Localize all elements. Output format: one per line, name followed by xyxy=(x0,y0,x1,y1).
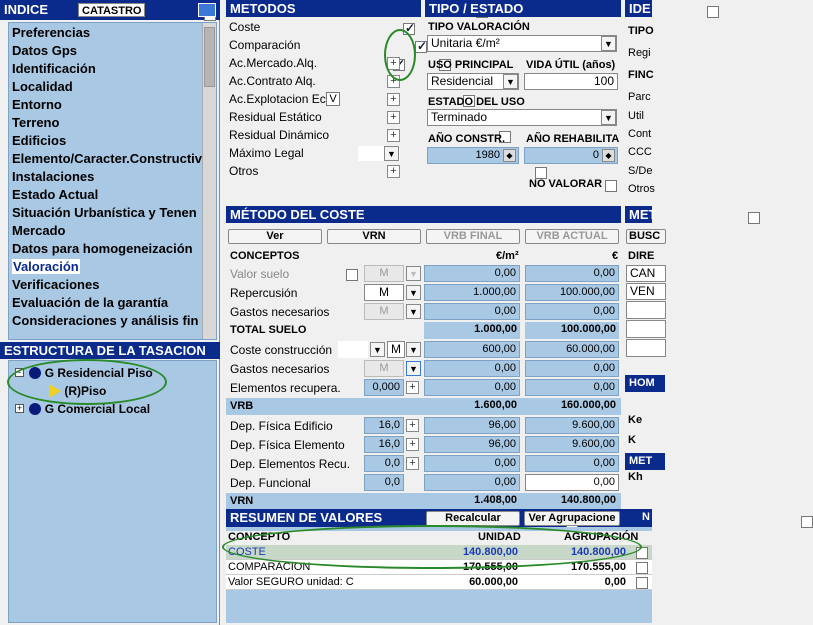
plus-icon[interactable]: + xyxy=(406,381,419,394)
chevron-down-icon[interactable]: ▼ xyxy=(370,342,385,357)
no-label: N xyxy=(642,511,650,523)
ver-button[interactable]: Ver xyxy=(228,229,322,244)
valor-eur[interactable]: 0,00 xyxy=(525,379,619,396)
resumen-unidad: 140.800,00 xyxy=(462,546,518,558)
col-eur: € xyxy=(612,250,619,262)
node-dot-icon xyxy=(29,403,41,415)
estructura-header: ESTRUCTURA DE LA TASACION xyxy=(0,342,220,359)
metodo-label: Ac.Mercado.Alq. xyxy=(229,56,318,70)
estructura-tree xyxy=(8,360,217,623)
valor-eur-m2[interactable]: 0,00 xyxy=(424,455,520,472)
busq-button[interactable]: BUSC xyxy=(626,229,666,244)
tipo-header xyxy=(425,0,621,17)
indice-item[interactable]: Mercado xyxy=(12,223,66,238)
ident-line: Cont xyxy=(628,128,652,140)
keyboard-icon[interactable] xyxy=(198,3,216,17)
resumen-concepto: COMPARACION xyxy=(228,561,311,573)
dire-label: DIRE xyxy=(628,250,655,262)
coste-header xyxy=(226,206,621,223)
valor-eur[interactable]: 9.600,00 xyxy=(525,436,619,453)
coste-row-label: Gastos necesarios xyxy=(230,305,330,319)
metodo-label: Ac.Explotacion Ec xyxy=(229,92,326,106)
valor-eur[interactable]: 9.600,00 xyxy=(525,417,619,434)
plus-icon[interactable]: + xyxy=(387,165,400,178)
coste-row-label: Dep. Elementos Recu. xyxy=(230,457,351,471)
valor-eur[interactable]: 60.000,00 xyxy=(525,341,619,358)
coste-row-label: VRN xyxy=(230,495,254,507)
indice-item[interactable]: Preferencias xyxy=(12,25,91,40)
valor-eur[interactable]: 0,00 xyxy=(525,303,619,320)
valor-eur: 100.000,00 xyxy=(525,322,619,339)
met2-header: MET xyxy=(625,453,665,470)
uso-principal-label: USO PRINCIPAL xyxy=(428,59,514,71)
valor-eur-m2[interactable]: 0,00 xyxy=(424,265,520,282)
indice-list xyxy=(8,22,217,340)
resumen-row[interactable] xyxy=(226,575,652,590)
resumen-concepto: COSTE xyxy=(228,546,266,558)
indice-item[interactable]: Verificaciones xyxy=(12,277,100,292)
coste-row-label: Gastos necesarios xyxy=(230,362,330,376)
highlight-ellipse xyxy=(222,525,642,569)
ver-agrupacion-button[interactable]: Ver Agrupacione xyxy=(524,511,620,526)
indice-item[interactable]: Terreno xyxy=(12,115,60,130)
plus-icon[interactable]: + xyxy=(406,438,419,451)
plus-icon[interactable]: + xyxy=(406,457,419,470)
col-eur-m2: €/m² xyxy=(496,250,519,262)
blank-cell xyxy=(626,339,666,357)
plus-icon[interactable]: + xyxy=(387,75,400,88)
ident-line: S/De xyxy=(628,165,653,177)
modo-select[interactable]: M xyxy=(364,265,404,282)
tree-node-comercial-label: G Comercial Local xyxy=(44,401,151,416)
valor-eur[interactable]: 0,00 xyxy=(525,455,619,472)
anio-constr-input[interactable]: 1980 xyxy=(427,147,519,164)
valor-eur-m2[interactable]: 96,00 xyxy=(424,417,520,434)
blank-cell xyxy=(626,320,666,338)
coste-row-label: Repercusión xyxy=(230,286,298,300)
chevron-down-icon[interactable]: ▼ xyxy=(503,74,518,89)
coste-row-label: Dep. Física Edificio xyxy=(230,419,333,433)
vida-util-input[interactable]: 100 xyxy=(524,73,618,90)
kh-label: Kh xyxy=(628,471,643,483)
ident-line: Otros xyxy=(628,183,655,195)
resumen-row-checkbox[interactable] xyxy=(636,577,648,589)
indice-item[interactable]: Datos para homogeneización xyxy=(12,241,193,256)
plus-icon[interactable]: + xyxy=(387,57,400,70)
valor-eur-m2[interactable]: 0,00 xyxy=(424,303,520,320)
tipo-valoracion-label: TIPO VALORACIÓN xyxy=(428,21,530,33)
valor-suelo-checkbox[interactable] xyxy=(346,269,358,281)
indice-panel xyxy=(0,0,220,625)
metodo-label: Comparación xyxy=(229,38,301,52)
coste-title: MÉTODO DEL COSTE xyxy=(230,207,365,222)
ident-header: IDE xyxy=(625,0,652,17)
col-concepto: CONCEPTO xyxy=(228,531,291,543)
highlight-ellipse xyxy=(7,359,167,405)
metodos-header xyxy=(226,0,421,17)
porcentaje-input[interactable]: 16,0 xyxy=(364,436,404,453)
metodos-title: METODOS xyxy=(230,1,296,16)
right-col-panel xyxy=(625,223,661,505)
tree-node-piso-label: (R)Piso xyxy=(64,383,107,398)
coste-construccion-input[interactable] xyxy=(338,341,368,358)
metodo-label: Otros xyxy=(229,164,259,178)
vrb-actual-button[interactable]: VRB ACTUAL xyxy=(525,229,619,244)
expand-icon[interactable]: + xyxy=(16,403,23,414)
metodo-label: Coste xyxy=(229,20,261,34)
resumen-concepto: Valor SEGURO unidad: C xyxy=(228,576,354,588)
collapse-icon[interactable]: - xyxy=(15,368,24,377)
porcentaje-input[interactable]: 0,0 xyxy=(364,455,404,472)
modo-select[interactable]: M xyxy=(364,303,404,320)
catastro-button[interactable]: CATASTRO xyxy=(78,3,145,17)
ident-line: Regi xyxy=(628,47,651,59)
tipo-valoracion-select[interactable]: Unitaria €/m² ▼ xyxy=(427,35,617,52)
indice-item[interactable]: Entorno xyxy=(12,97,62,112)
valor-eur-m2[interactable]: 1.000,00 xyxy=(424,284,520,301)
tipo-title: TIPO / ESTADO xyxy=(429,1,524,16)
col-conceptos: CONCEPTOS xyxy=(230,250,300,262)
coste-panel xyxy=(226,223,621,505)
resumen-row-checkbox[interactable] xyxy=(636,562,648,574)
valor-eur[interactable]: 0,00 xyxy=(525,360,619,377)
valor-eur[interactable]: 0,00 xyxy=(525,265,619,282)
tree-node-residencial-label: G Residencial Piso xyxy=(44,365,153,380)
estado-uso-select[interactable]: Terminado ▼ xyxy=(427,109,617,126)
metodo-label: Residual Estático xyxy=(229,110,322,124)
uso-principal-select[interactable]: Residencial ▼ xyxy=(427,73,519,90)
modo-select[interactable]: M xyxy=(387,341,405,358)
coste-row-label: Elementos recupera. xyxy=(230,381,341,395)
valor-eur[interactable]: 100.000,00 xyxy=(525,284,619,301)
resumen-agrupacion: 0,00 xyxy=(604,576,626,588)
coste-row-label: Dep. Física Elemento xyxy=(230,438,345,452)
chevron-down-icon[interactable]: ▼ xyxy=(406,266,421,281)
met-header: MET xyxy=(625,206,652,223)
no-checkbox[interactable] xyxy=(801,516,813,528)
indice-item[interactable]: Estado Actual xyxy=(12,187,99,202)
coste-header-checkbox[interactable] xyxy=(748,212,760,224)
hom-header: HOM xyxy=(625,375,665,392)
ident-line: FINC xyxy=(628,69,654,81)
resumen-unidad: 60.000,00 xyxy=(469,576,518,588)
indice-item[interactable]: Elemento/Caracter.Constructiv xyxy=(12,151,203,166)
valor-eur-m2: 1.408,00 xyxy=(424,493,520,510)
valor-eur-m2: 1.000,00 xyxy=(424,322,520,339)
vrb-final-button[interactable]: VRB FINAL xyxy=(426,229,520,244)
metodo-label: Ac.Contrato Alq. xyxy=(229,74,316,88)
valor-eur[interactable]: 0,00 xyxy=(525,474,619,491)
valor-eur-m2[interactable]: 0,00 xyxy=(424,474,520,491)
valor-eur-m2[interactable]: 0,00 xyxy=(424,379,520,396)
anio-constr-label: AÑO CONSTR. xyxy=(428,133,505,145)
chevron-down-icon[interactable]: ▼ xyxy=(406,361,421,376)
plus-icon[interactable]: + xyxy=(387,129,400,142)
indice-scrollbar[interactable] xyxy=(202,23,216,339)
metodo-label: Residual Dinámico xyxy=(229,128,330,142)
resumen-agrupacion: 170.555,00 xyxy=(570,561,626,573)
can-cell: CAN xyxy=(626,265,666,282)
indice-item[interactable]: Valoración xyxy=(13,259,79,274)
ident-line: CCC xyxy=(628,146,652,158)
vrn-button[interactable]: VRN xyxy=(327,229,421,244)
chevron-down-icon[interactable]: ▼ xyxy=(406,304,421,319)
tipo-header-checkbox[interactable] xyxy=(707,6,719,18)
highlight-ellipse xyxy=(384,29,416,81)
chevron-down-icon[interactable]: ▼ xyxy=(406,285,421,300)
valor-eur: 160.000,00 xyxy=(525,398,619,415)
anio-rehab-label: AÑO REHABILITA xyxy=(526,133,620,145)
blank-cell xyxy=(626,301,666,319)
indice-header xyxy=(0,0,220,20)
chevron-down-icon[interactable]: ▼ xyxy=(601,36,616,51)
anio-rehab-input[interactable]: 0 xyxy=(524,147,618,164)
modo-select[interactable]: M xyxy=(364,360,404,377)
porcentaje-input[interactable]: 16,0 xyxy=(364,417,404,434)
resumen-title: RESUMEN DE VALORES xyxy=(230,510,383,525)
ven-cell: VEN xyxy=(626,283,666,300)
valor-eur-m2[interactable]: 96,00 xyxy=(424,436,520,453)
indice-item[interactable]: Situación Urbanística y Tenen xyxy=(12,205,197,220)
porcentaje-input[interactable]: 0,0 xyxy=(364,474,404,491)
ident-panel xyxy=(625,17,655,202)
spinner-icon[interactable]: ◆ xyxy=(503,149,516,162)
porcentaje-input[interactable]: 0,000 xyxy=(364,379,404,396)
vida-util-label: VIDA ÚTIL (años) xyxy=(526,59,616,71)
ke-label: Ke xyxy=(628,414,643,426)
indice-item[interactable]: Datos Gps xyxy=(12,43,78,58)
ident-line: Util xyxy=(628,110,644,122)
indice-title: INDICE xyxy=(4,2,49,17)
ac-exp-badge[interactable]: V xyxy=(326,92,340,106)
modo-select[interactable]: M xyxy=(364,284,404,301)
coste-row-label: Valor suelo xyxy=(230,267,290,281)
no-valorar-checkbox[interactable] xyxy=(605,180,617,192)
k-label: K xyxy=(628,434,636,446)
indice-item[interactable]: Identificación xyxy=(12,61,96,76)
metodo-label: Máximo Legal xyxy=(229,146,304,160)
valor-eur-m2[interactable]: 0,00 xyxy=(424,360,520,377)
chevron-down-icon[interactable]: ▼ xyxy=(384,146,399,161)
indice-item[interactable]: Edificios xyxy=(12,133,67,148)
valor-eur-m2: 1.600,00 xyxy=(424,398,520,415)
ident-line: TIPO xyxy=(628,25,654,37)
col-unidad: UNIDAD xyxy=(478,531,521,543)
coste-row-label: VRB xyxy=(230,400,254,412)
resumen-unidad: 170.555,00 xyxy=(462,561,518,573)
indice-item[interactable]: Localidad xyxy=(12,79,73,94)
metodos-panel xyxy=(226,17,421,202)
plus-icon[interactable]: + xyxy=(406,419,419,432)
coste-row-label: Dep. Funcional xyxy=(230,476,311,490)
valor-eur-m2[interactable]: 600,00 xyxy=(424,341,520,358)
coste-row-label: TOTAL SUELO xyxy=(230,324,307,336)
estado-uso-label: ESTADO DEL USO xyxy=(428,96,525,108)
tipo-panel xyxy=(425,17,621,202)
indice-item[interactable]: Consideraciones y análisis fin xyxy=(12,313,199,328)
plus-icon[interactable]: + xyxy=(387,93,400,106)
col-agrupacion: AGRUPACIÓN xyxy=(564,531,639,543)
chevron-down-icon[interactable]: ▼ xyxy=(406,342,421,357)
spinner-icon[interactable]: ◆ xyxy=(602,149,615,162)
valor-eur: 140.800,00 xyxy=(525,493,619,510)
indice-item[interactable]: Instalaciones xyxy=(12,169,95,184)
coste-row-label: Coste construcción xyxy=(230,343,333,357)
resumen-panel xyxy=(226,527,652,623)
metodos-list xyxy=(226,17,421,178)
indice-item[interactable]: Evaluación de la garantía xyxy=(12,295,169,310)
resumen-agrupacion: 140.800,00 xyxy=(570,546,626,558)
chevron-down-icon[interactable]: ▼ xyxy=(601,110,616,125)
recalcular-button[interactable]: Recalcular xyxy=(426,511,520,526)
no-valorar-label: NO VALORAR xyxy=(529,178,603,190)
plus-icon[interactable]: + xyxy=(387,111,400,124)
ident-line: Parc xyxy=(628,91,651,103)
